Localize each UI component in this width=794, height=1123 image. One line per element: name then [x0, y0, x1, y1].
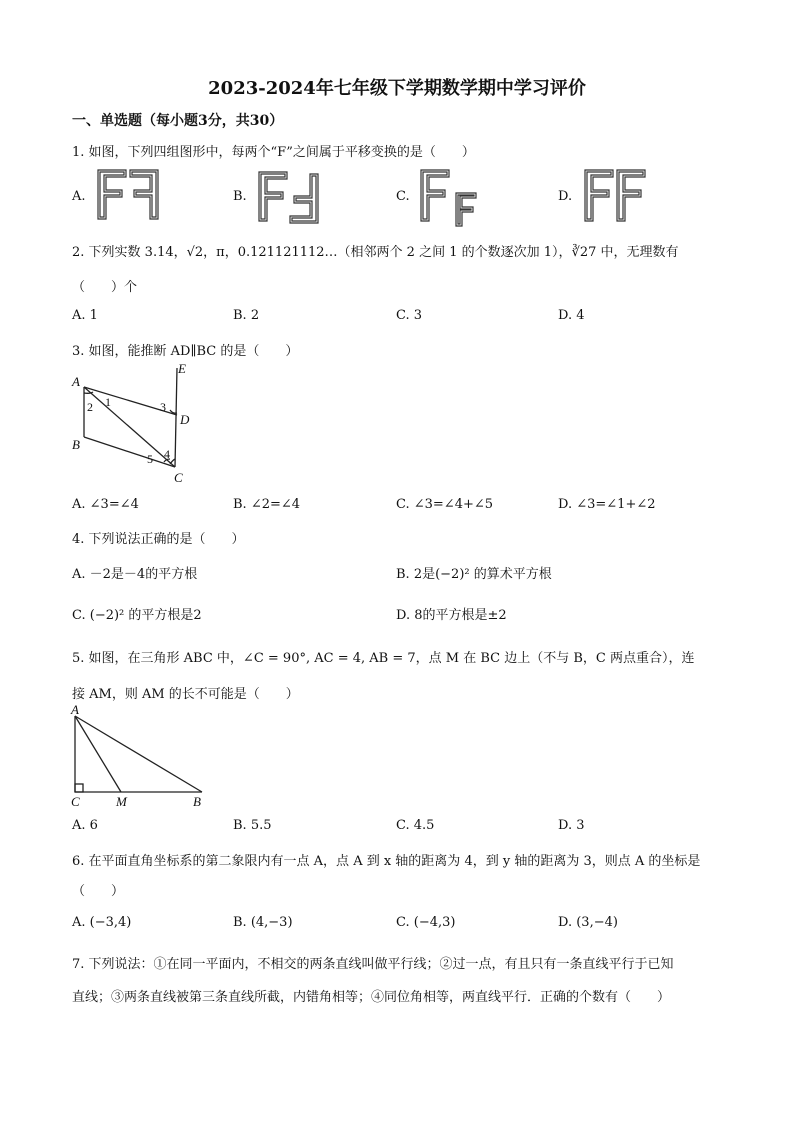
- q5-option-b: B. 5.5: [233, 818, 272, 833]
- q3-label-c: C: [174, 470, 183, 485]
- q6-option-b: B. (4,−3): [233, 915, 293, 930]
- q1-figure-a: [98, 170, 158, 219]
- q1-figures: [0, 160, 794, 230]
- q4-option-c: C. (−2)² 的平方根是2: [72, 608, 202, 623]
- q6-option-a: A. (−3,4): [72, 915, 132, 930]
- q2-stem-line2: （ ）个: [72, 280, 138, 295]
- q3-label-a: A: [72, 374, 80, 389]
- q4-option-b: B. 2是(−2)² 的算术平方根: [396, 567, 552, 582]
- q5-option-a: A. 6: [72, 818, 98, 833]
- q3-angle-5: 5: [147, 452, 153, 466]
- q2-option-a: A. 1: [72, 308, 98, 323]
- q6-option-c: C. (−4,3): [396, 915, 456, 930]
- q2-option-c: C. 3: [396, 308, 423, 323]
- q5-stem-line1: 5. 如图，在三角形 ABC 中，∠C = 90°, AC = 4, AB = 7，点 M 在 BC 边上（不与 B，C 两点重合），连: [72, 651, 695, 666]
- q1-figure-b: [259, 172, 318, 223]
- q3-option-d: D. ∠3=∠1+∠2: [558, 497, 656, 512]
- q3-option-b: B. ∠2=∠4: [233, 497, 301, 512]
- section-heading: 一、单选题（每小题3分，共30）: [72, 113, 284, 129]
- q7-stem-line1: 7. 下列说法：①在同一平面内，不相交的两条直线叫做平行线；②过一点，有且只有一条直线平行于已知: [72, 957, 674, 972]
- q1-option-c: C.: [396, 189, 410, 204]
- q3-stem: 3. 如图，能推断 AD∥BC 的是（ ）: [72, 344, 299, 359]
- q5-option-c: C. 4.5: [396, 818, 435, 833]
- q3-angle-2: 2: [87, 400, 93, 414]
- q5-label-c: C: [71, 794, 80, 809]
- q5-label-a: A: [71, 702, 79, 717]
- q1-option-a: A.: [72, 189, 86, 204]
- q1-figure-d: [585, 170, 645, 221]
- q3-label-b: B: [72, 437, 80, 452]
- q1-option-d: D.: [558, 189, 573, 204]
- q1-stem: 1. 如图，下列四组图形中，每两个“F”之间属于平移变换的是（ ）: [72, 145, 475, 160]
- q4-option-d: D. 8的平方根是±2: [396, 608, 507, 623]
- q3-angle-3: 3: [160, 400, 166, 414]
- q4-option-a: A. －2是－4的平方根: [72, 567, 198, 582]
- q5-option-d: D. 3: [558, 818, 585, 833]
- q5-label-b: B: [193, 794, 201, 809]
- page-title: 2023-2024年七年级下学期数学期中学习评价: [208, 78, 586, 99]
- q3-angle-4: 4: [164, 447, 170, 461]
- q6-option-d: D. (3,−4): [558, 915, 618, 930]
- q2-stem-line1: 2. 下列实数 3.14，√2，π，0.121121112…（相邻两个 2 之间 1 的个数逐次加 1），∛27 中，无理数有: [72, 245, 679, 260]
- q5-figure: [65, 700, 215, 810]
- q1-figure-c: [421, 170, 476, 226]
- q6-stem-line2: （ ）: [72, 884, 125, 899]
- q3-angle-1: 1: [105, 395, 111, 409]
- q3-figure: [60, 360, 200, 490]
- q3-option-c: C. ∠3=∠4+∠5: [396, 497, 494, 512]
- q1-option-b: B.: [233, 189, 247, 204]
- q2-option-b: B. 2: [233, 308, 260, 323]
- q5-stem-line2: 接 AM，则 AM 的长不可能是（ ）: [72, 687, 299, 702]
- q3-option-a: A. ∠3=∠4: [72, 497, 139, 512]
- q6-stem-line1: 6. 在平面直角坐标系的第二象限内有一点 A，点 A 到 x 轴的距离为 4，到 y 轴的距离为 3，则点 A 的坐标是: [72, 854, 701, 869]
- q7-stem-line2: 直线；③两条直线被第三条直线所截，内错角相等；④同位角相等，两直线平行．正确的个数有（ ）: [72, 990, 671, 1005]
- q4-stem: 4. 下列说法正确的是（ ）: [72, 532, 245, 547]
- q5-label-m: M: [116, 794, 127, 809]
- q3-label-e: E: [178, 361, 186, 376]
- q3-label-d: D: [180, 412, 190, 427]
- q2-option-d: D. 4: [558, 308, 585, 323]
